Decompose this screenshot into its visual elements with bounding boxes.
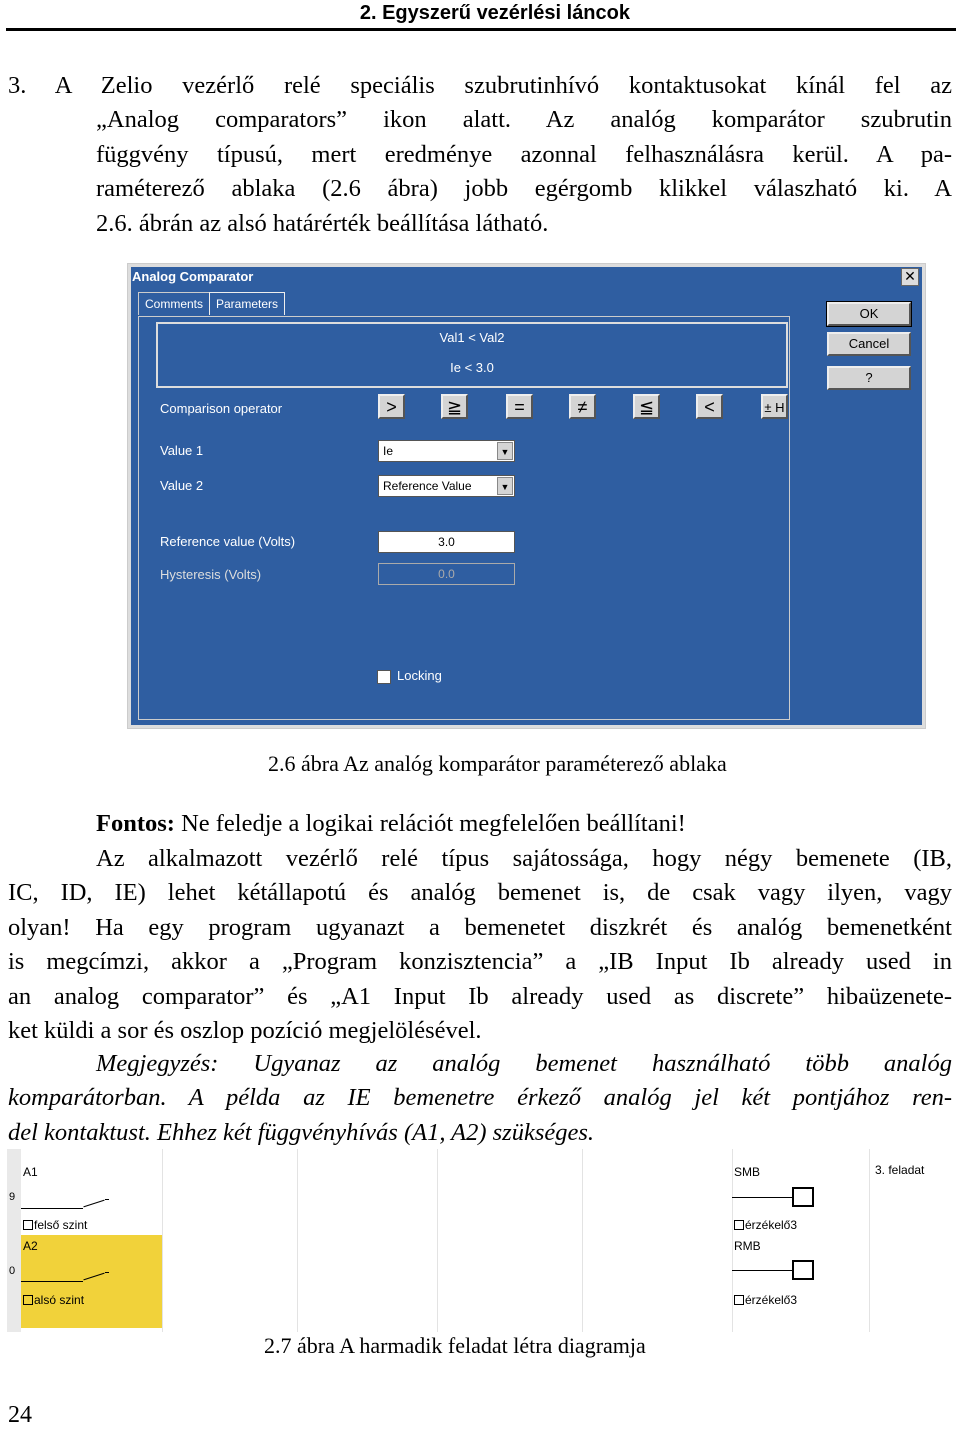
tab-comments[interactable]: Comments — [138, 292, 210, 315]
expression-display — [156, 322, 788, 388]
grid-line — [869, 1149, 870, 1332]
ok-button[interactable]: OK — [827, 302, 911, 326]
hysteresis-input: 0.0 — [378, 563, 515, 585]
contact-a1-comment: felső szint — [23, 1218, 87, 1232]
figure-caption-2-7: 2.7 ábra A harmadik feladat létra diagramja — [264, 1333, 646, 1358]
task-label: 3. feladat — [875, 1163, 925, 1177]
coil-rmb — [792, 1260, 814, 1280]
expression-line2: Ie < 3.0 — [450, 360, 494, 375]
text-line: raméterező ablaka (2.6 ábra) jobb egérgomb klikkel válaszható ki. A — [96, 175, 952, 203]
grid-line — [437, 1149, 438, 1332]
coil-rmb-label: RMB — [734, 1239, 761, 1253]
wire — [105, 1272, 109, 1273]
coil-smb-label: SMB — [734, 1165, 761, 1179]
text-line: is megcímzi, akkor a „Program konzisztencia” a „IB Input Ib already used in — [8, 948, 952, 976]
comparison-operator-label: Comparison operator — [160, 401, 283, 416]
paragraph-intro — [8, 69, 952, 241]
value1-select[interactable] — [378, 440, 515, 462]
page-number: 24 — [8, 1402, 32, 1428]
grid-line — [732, 1149, 733, 1332]
header-rule — [6, 28, 956, 31]
text-line: Megjegyzés: Ugyanaz az analóg bemenet használható több analóg — [96, 1050, 952, 1077]
locking-label: Locking — [397, 668, 442, 683]
text-line: komparátorban. A példa az IE bemenetre érkező analóg jel két pontjához ren- — [8, 1084, 952, 1112]
important-text: Ne feledje a logikai relációt megfelelően beállítani! — [174, 810, 686, 837]
chevron-down-icon[interactable]: ▼ — [497, 442, 513, 460]
text-line: an analog comparator” és „A1 Input Ib already used as discrete” hibaüzenete- — [8, 982, 952, 1010]
value1-selected: Ie — [383, 444, 394, 458]
contact-symbol — [83, 1200, 104, 1208]
wire — [732, 1197, 792, 1198]
paragraph-note — [8, 1047, 952, 1150]
contact-a2-comment: alsó szint — [23, 1293, 84, 1307]
operator-greater-button[interactable]: > — [378, 394, 405, 419]
hysteresis-label: Hysteresis (Volts) — [160, 567, 262, 582]
dialog-title: Analog Comparator — [132, 269, 254, 284]
coil-rmb-comment: érzékelő3 — [734, 1293, 797, 1307]
operator-less-equal-button[interactable]: ≦ — [633, 394, 660, 419]
text-line: Az alkalmazott vezérlő relé típus sajátossága, hogy négy bemenete (IB, — [96, 845, 952, 872]
important-label: Fontos: — [96, 810, 175, 837]
figure-caption-2-6: 2.6 ábra Az analóg komparátor paraméterező ablaka — [268, 751, 727, 776]
operator-not-equal-button[interactable]: ≠ — [569, 394, 596, 419]
operator-greater-equal-button[interactable]: ≧ — [441, 394, 468, 419]
contact-a2-label: A2 — [23, 1239, 38, 1253]
text-line: 3. A Zelio vezérlő relé speciális szubrutinhívó kontaktusokat kínál fel az — [8, 72, 952, 99]
value2-selected: Reference Value — [383, 479, 472, 493]
paragraph-inputs — [8, 842, 952, 1048]
cancel-button[interactable]: Cancel — [827, 332, 911, 356]
text-line: olyan! Ha egy program ugyanazt a bemenetet diszkrét és analóg bemenetként — [8, 913, 952, 941]
analog-comparator-dialog — [127, 263, 926, 729]
row-number: 0 — [9, 1265, 16, 1277]
text-line: IC, ID, IE) lehet kétállapotú és analóg bemenet is, de csak vagy ilyen, vagy — [8, 879, 952, 907]
text-line: ket küldi a sor és oszlop pozíció megjelölésével. — [8, 1017, 482, 1045]
operator-equal-button[interactable]: = — [506, 394, 533, 419]
chevron-down-icon[interactable]: ▼ — [497, 477, 513, 495]
close-icon[interactable]: ✕ — [901, 268, 919, 286]
help-button[interactable]: ? — [827, 366, 911, 390]
value1-label: Value 1 — [160, 443, 204, 458]
value2-select[interactable] — [378, 475, 515, 497]
ladder-diagram — [7, 1149, 955, 1332]
chapter-title: 2. Egyszerű vezérlési láncok — [359, 2, 630, 24]
text-line: függvény típusú, mert eredménye azonnal felhasználásra kerül. A pa- — [96, 140, 952, 168]
coil-smb — [792, 1187, 814, 1207]
reference-value-input[interactable]: 3.0 — [378, 531, 515, 553]
coil-smb-comment: érzékelő3 — [734, 1218, 797, 1232]
tab-parameters[interactable]: Parameters — [209, 292, 285, 315]
operator-less-button[interactable]: < — [696, 394, 723, 419]
ladder-left-rail — [7, 1149, 21, 1332]
value2-label: Value 2 — [160, 478, 204, 493]
locking-checkbox[interactable] — [377, 670, 391, 684]
contact-a1-label: A1 — [23, 1165, 38, 1179]
row-number: 9 — [9, 1191, 16, 1203]
grid-line — [582, 1149, 583, 1332]
operator-hysteresis-button[interactable]: ± H — [761, 394, 788, 419]
wire — [105, 1199, 109, 1200]
text-line: 2.6. ábrán az alsó határérték beállítása látható. — [96, 209, 549, 237]
page-header — [0, 0, 960, 32]
wire — [21, 1281, 83, 1282]
grid-line — [297, 1149, 298, 1332]
expression-line1: Val1 < Val2 — [439, 330, 505, 345]
wire — [21, 1208, 83, 1209]
text-line: „Analog comparators” ikon alatt. Az analóg komparátor szubrutin — [96, 106, 952, 134]
important-note — [96, 807, 686, 841]
grid-line — [162, 1149, 163, 1332]
wire — [732, 1270, 792, 1271]
reference-value-label: Reference value (Volts) — [160, 534, 296, 549]
text-line: del kontaktust. Ehhez két függvényhívás (A1, A2) szükséges. — [8, 1118, 595, 1146]
